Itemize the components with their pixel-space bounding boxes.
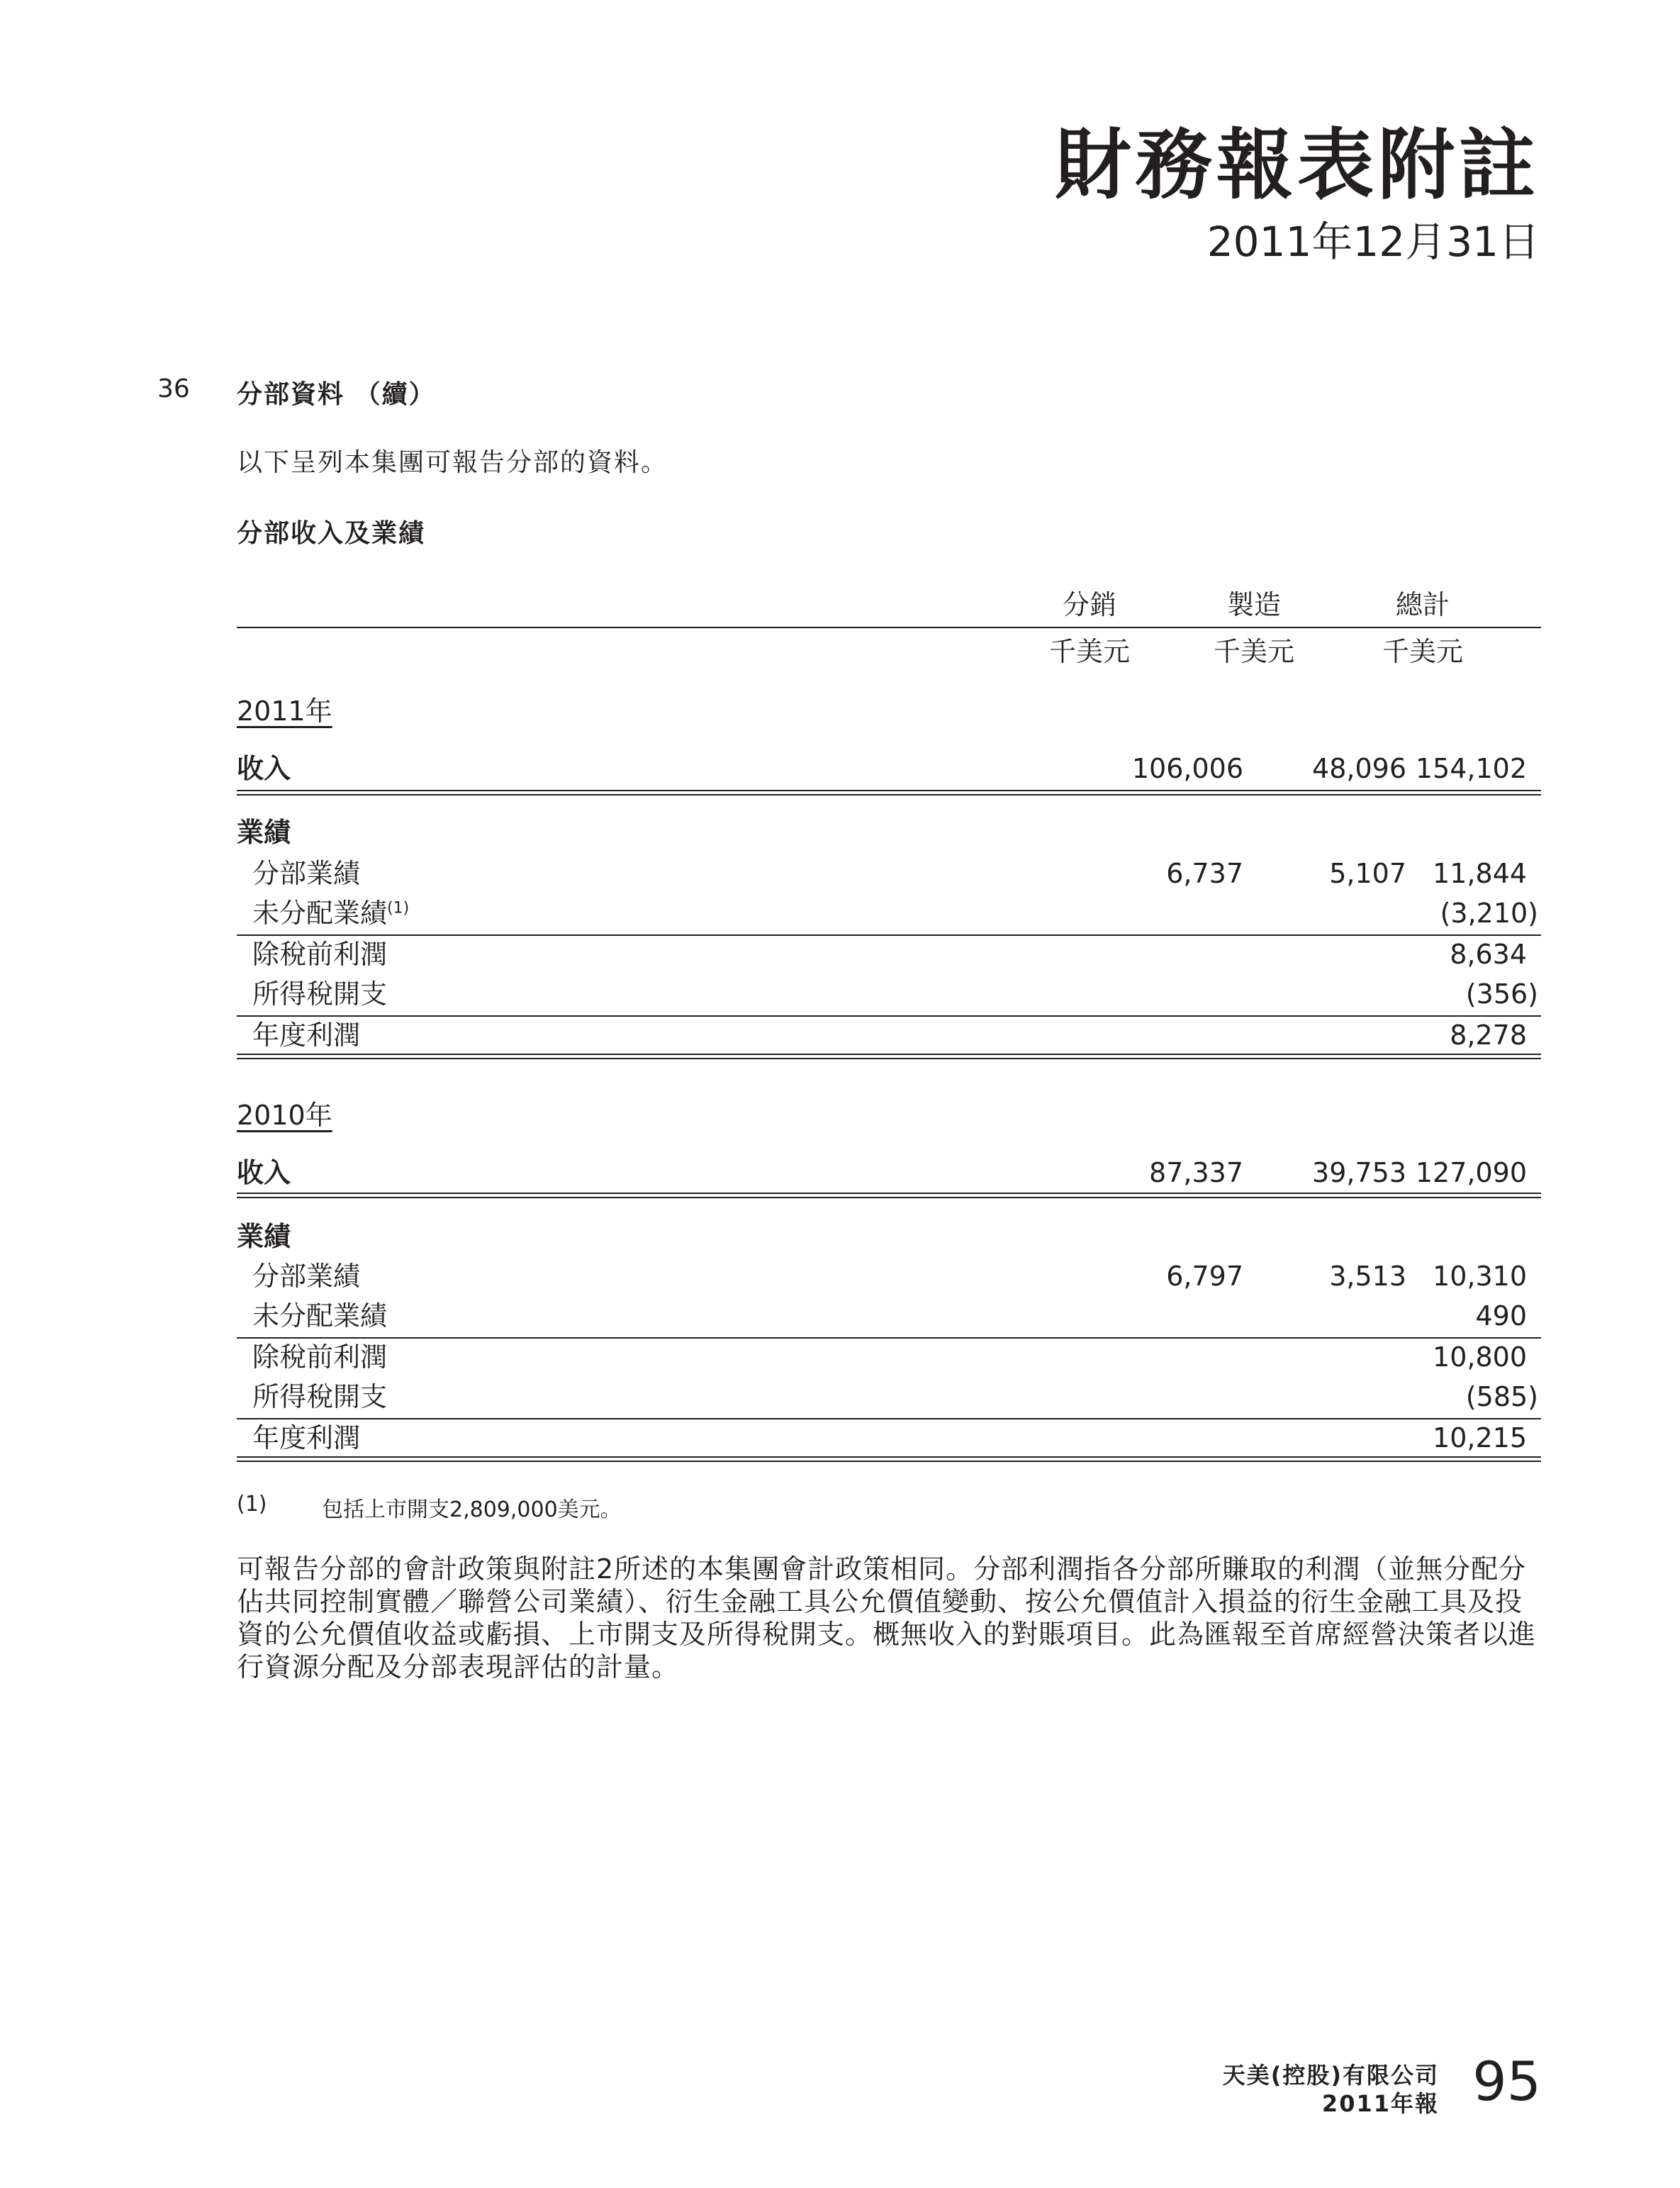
table-subheading: 分部收入及業績 bbox=[237, 519, 426, 548]
double-rule bbox=[237, 1054, 1541, 1059]
page-number: 95 bbox=[1472, 2050, 1541, 2113]
row-label: 除稅前利潤 bbox=[252, 1341, 388, 1373]
cell-total: 490 bbox=[1475, 1300, 1527, 1332]
row-label: 業績 bbox=[237, 1221, 291, 1252]
table-row-unallocated-2010 bbox=[237, 1297, 1541, 1334]
section-intro: 以下呈列本集團可報告分部的資料。 bbox=[237, 448, 668, 477]
results-heading-2010 bbox=[237, 1218, 1541, 1255]
cell-manufacturing: 48,096 bbox=[1312, 753, 1406, 784]
column-unit-manufacturing: 千美元 bbox=[1213, 636, 1294, 667]
table-row-segment-results-2010 bbox=[237, 1258, 1541, 1295]
year-heading-2011: 2011年 bbox=[237, 696, 332, 727]
page-title: 財務報表附註 bbox=[1054, 121, 1540, 210]
row-label: 分部業績 bbox=[252, 1261, 361, 1292]
column-header-distribution: 分銷 bbox=[1062, 589, 1116, 620]
segment-table bbox=[237, 583, 1541, 1453]
cell-total: 10,310 bbox=[1433, 1261, 1527, 1292]
table-row-pretax-2010 bbox=[237, 1339, 1541, 1375]
cell-total: 127,090 bbox=[1415, 1157, 1527, 1188]
column-header-total: 總計 bbox=[1395, 589, 1450, 620]
cell-total: 10,215 bbox=[1433, 1422, 1527, 1453]
cell-total: (356) bbox=[1465, 978, 1538, 1010]
table-row-tax-2010 bbox=[237, 1378, 1541, 1415]
double-rule bbox=[237, 1193, 1541, 1198]
table-row-revenue-2011 bbox=[237, 750, 1541, 787]
row-label: 年度利潤 bbox=[252, 1020, 361, 1051]
row-label-text: 未分配業績 bbox=[252, 898, 388, 929]
cell-total: (585) bbox=[1465, 1381, 1538, 1412]
row-label: 所得稅開支 bbox=[252, 1381, 388, 1412]
year-heading-2010: 2010年 bbox=[237, 1100, 332, 1131]
cell-total: 10,800 bbox=[1433, 1341, 1527, 1373]
double-rule bbox=[237, 790, 1541, 796]
header-rule bbox=[237, 627, 1541, 628]
section-number: 36 bbox=[157, 374, 190, 403]
cell-total: 8,634 bbox=[1450, 939, 1527, 970]
cell-total: 8,278 bbox=[1450, 1020, 1527, 1051]
row-label: 分部業績 bbox=[252, 858, 361, 889]
footer-report: 2011年報 bbox=[1321, 2090, 1439, 2117]
cell-distribution: 106,006 bbox=[1131, 753, 1243, 784]
column-unit-total: 千美元 bbox=[1382, 636, 1463, 667]
row-label: 未分配業績 bbox=[252, 1300, 388, 1332]
section-title: 分部資料 （續） bbox=[237, 380, 436, 409]
column-header-manufacturing: 製造 bbox=[1226, 589, 1281, 620]
table-row-tax-2011 bbox=[237, 976, 1541, 1012]
table-row-revenue-2010 bbox=[237, 1154, 1541, 1191]
double-rule bbox=[237, 1456, 1541, 1462]
cell-distribution: 87,337 bbox=[1149, 1157, 1243, 1188]
row-label: 年度利潤 bbox=[252, 1422, 361, 1453]
footer-company: 天美(控股)有限公司 bbox=[1222, 2062, 1439, 2089]
cell-total: 154,102 bbox=[1415, 753, 1527, 784]
footnote-number: (1) bbox=[237, 1492, 267, 1517]
cell-manufacturing: 5,107 bbox=[1329, 858, 1406, 889]
row-label: 收入 bbox=[237, 753, 291, 784]
row-label bbox=[252, 895, 409, 932]
row-label: 業績 bbox=[237, 817, 291, 848]
row-label: 所得稅開支 bbox=[252, 978, 388, 1010]
table-row-segment-results-2011 bbox=[237, 855, 1541, 892]
row-label: 除稅前利潤 bbox=[252, 939, 388, 970]
table-row-profit-2011 bbox=[237, 1017, 1541, 1054]
cell-distribution: 6,797 bbox=[1166, 1261, 1243, 1292]
page-date: 2011年12月31日 bbox=[1206, 218, 1540, 266]
table-row-profit-2010 bbox=[237, 1419, 1541, 1456]
cell-total: 11,844 bbox=[1433, 858, 1527, 889]
footnote-text: 包括上市開支2,809,000美元。 bbox=[322, 1497, 622, 1522]
cell-manufacturing: 3,513 bbox=[1329, 1261, 1406, 1292]
table-row-pretax-2011 bbox=[237, 936, 1541, 973]
column-unit-distribution: 千美元 bbox=[1048, 636, 1130, 667]
cell-distribution: 6,737 bbox=[1166, 858, 1243, 889]
cell-manufacturing: 39,753 bbox=[1312, 1157, 1406, 1188]
table-row-unallocated-2011 bbox=[237, 895, 1541, 932]
footnote-marker: (1) bbox=[387, 899, 410, 917]
results-heading-2011 bbox=[237, 814, 1541, 851]
cell-total: (3,210) bbox=[1440, 898, 1538, 929]
row-label: 收入 bbox=[237, 1157, 291, 1188]
body-paragraph: 可報告分部的會計政策與附註2所述的本集團會計政策相同。分部利潤指各分部所賺取的利潤（並無分配分佔共同控制實體／聯營公司業績）、衍生金融工具公允價值變動、按公允價值計入損益的衍生金融工具及投資的公允價值收益或虧損、上市開支及所得稅開支。概無收入的對賬項目。此為匯報至首席經營決策者以進行資源分配及分部表現評估的計量。 bbox=[237, 1553, 1537, 1682]
column-headers bbox=[237, 583, 1541, 667]
